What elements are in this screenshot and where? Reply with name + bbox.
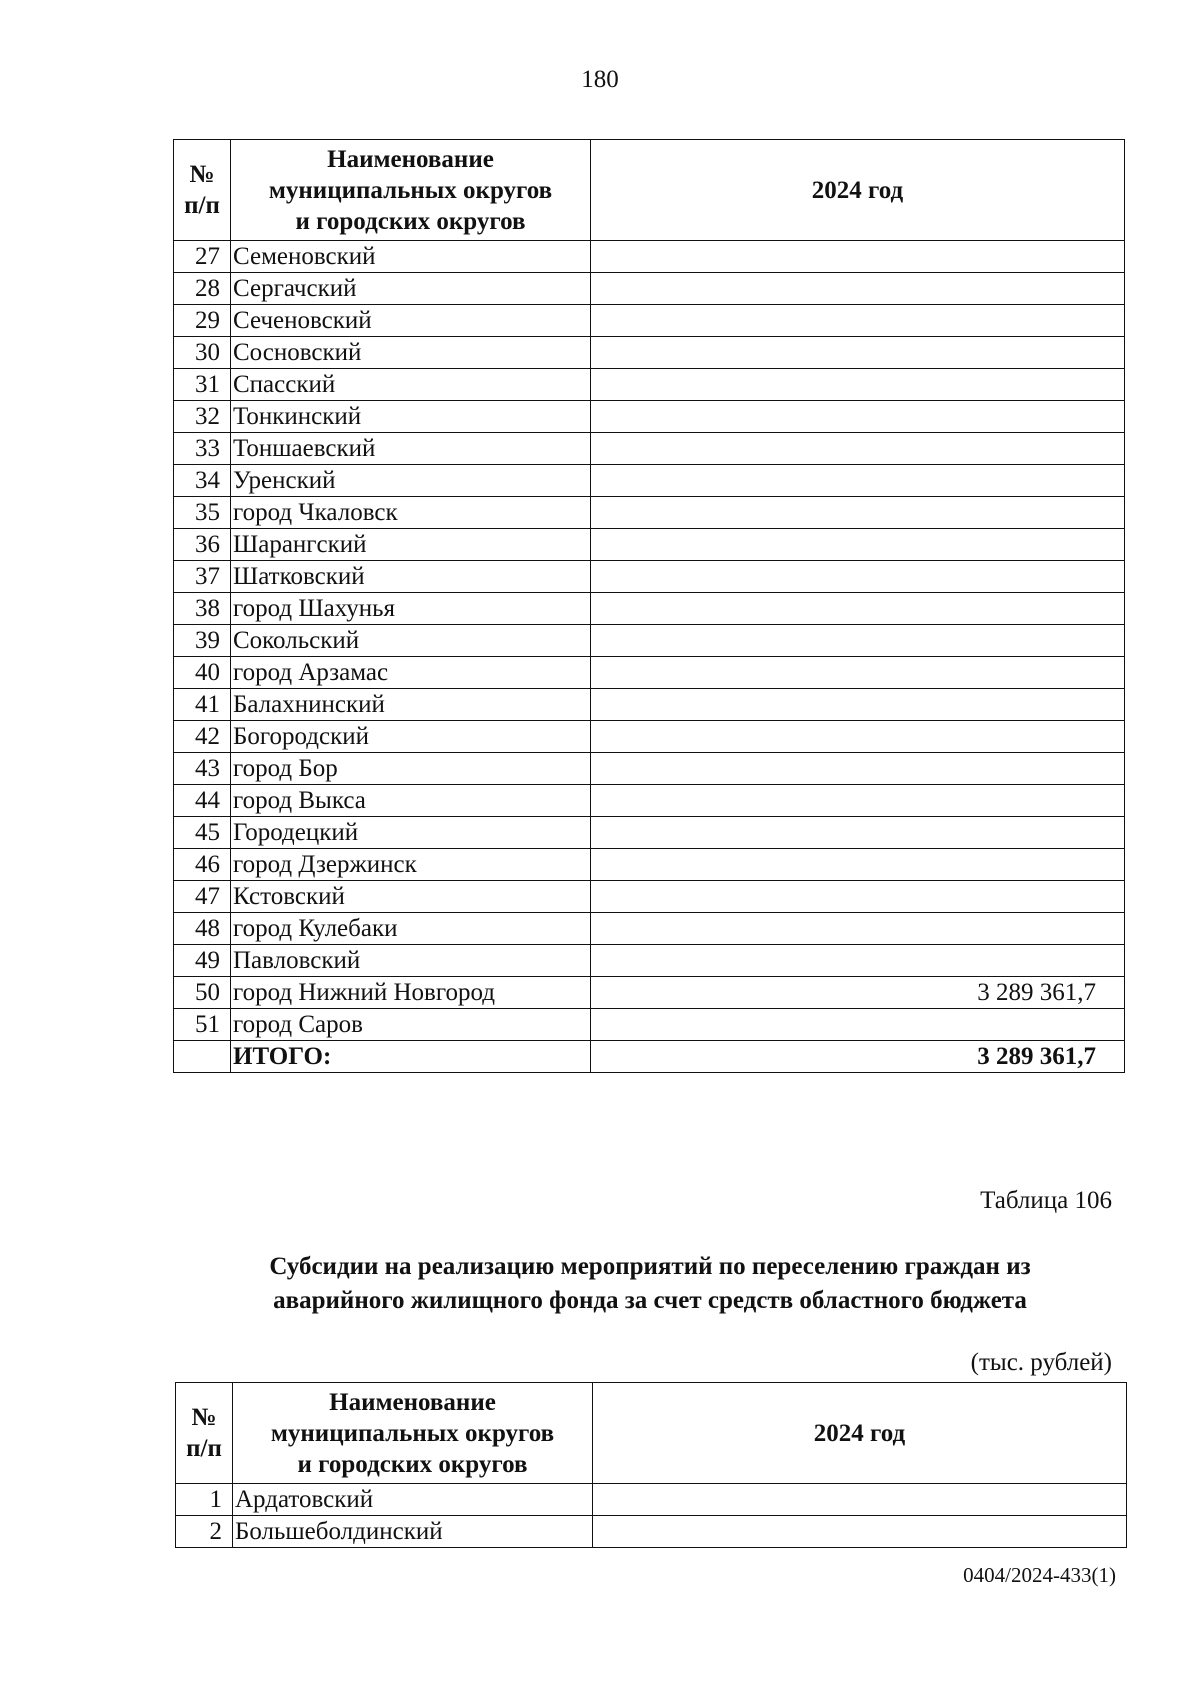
row-value bbox=[591, 721, 1125, 753]
table-row bbox=[174, 913, 1125, 945]
units-label: (тыс. рублей) bbox=[970, 1349, 1112, 1376]
page-number: 180 bbox=[581, 66, 619, 93]
total-num-cell bbox=[174, 1041, 231, 1073]
row-number: 35 bbox=[174, 497, 231, 529]
row-value bbox=[591, 849, 1125, 881]
row-number: 36 bbox=[174, 529, 231, 561]
row-name: город Дзержинск bbox=[231, 849, 591, 881]
row-number: 46 bbox=[174, 849, 231, 881]
row-number: 45 bbox=[174, 817, 231, 849]
row-value bbox=[591, 945, 1125, 977]
row-value bbox=[591, 625, 1125, 657]
table-row bbox=[174, 561, 1125, 593]
table-row bbox=[174, 529, 1125, 561]
total-value: 3 289 361,7 bbox=[591, 1041, 1125, 1073]
row-name: Шатковский bbox=[231, 561, 591, 593]
row-value bbox=[591, 337, 1125, 369]
row-name: Павловский bbox=[231, 945, 591, 977]
row-name: Сокольский bbox=[231, 625, 591, 657]
row-name: город Бор bbox=[231, 753, 591, 785]
table-row bbox=[174, 689, 1125, 721]
row-name: Сергачский bbox=[231, 273, 591, 305]
row-name: город Чкаловск bbox=[231, 497, 591, 529]
table-caption: Таблица 106 bbox=[980, 1187, 1112, 1214]
table-row bbox=[174, 1009, 1125, 1041]
header-year bbox=[591, 140, 1125, 241]
row-name: город Шахунья bbox=[231, 593, 591, 625]
row-name: Богородский bbox=[231, 721, 591, 753]
row-name: город Кулебаки bbox=[231, 913, 591, 945]
row-value bbox=[591, 241, 1125, 273]
table-row bbox=[174, 305, 1125, 337]
row-name: город Саров bbox=[231, 1009, 591, 1041]
row-name: Тонкинский bbox=[231, 401, 591, 433]
header-name bbox=[231, 140, 591, 241]
header-name-text: Наименование муниципальных округов и городских округов bbox=[270, 1388, 555, 1478]
row-value bbox=[591, 657, 1125, 689]
row-name: Городецкий bbox=[231, 817, 591, 849]
row-number: 37 bbox=[174, 561, 231, 593]
row-name: город Нижний Новгород bbox=[231, 977, 591, 1009]
table-row bbox=[174, 273, 1125, 305]
row-value bbox=[591, 561, 1125, 593]
row-value bbox=[591, 593, 1125, 625]
table-row bbox=[174, 401, 1125, 433]
table-row bbox=[174, 433, 1125, 465]
header-year bbox=[593, 1383, 1127, 1484]
row-value bbox=[591, 497, 1125, 529]
table-row bbox=[174, 657, 1125, 689]
row-value bbox=[593, 1484, 1127, 1516]
row-value bbox=[591, 369, 1125, 401]
row-value bbox=[591, 913, 1125, 945]
table-row bbox=[174, 945, 1125, 977]
row-number: 28 bbox=[174, 273, 231, 305]
header-num-text: № п/п bbox=[186, 1404, 222, 1462]
row-number: 29 bbox=[174, 305, 231, 337]
row-number: 48 bbox=[174, 913, 231, 945]
row-name: Шарангский bbox=[231, 529, 591, 561]
document-id: 0404/2024-433(1) bbox=[963, 1563, 1116, 1587]
row-value bbox=[591, 689, 1125, 721]
row-value bbox=[591, 1009, 1125, 1041]
table-row bbox=[176, 1484, 1127, 1516]
row-name: Спасский bbox=[231, 369, 591, 401]
row-number: 47 bbox=[174, 881, 231, 913]
row-value bbox=[591, 433, 1125, 465]
row-value bbox=[593, 1516, 1127, 1548]
header-year-text: 2024 год bbox=[811, 176, 904, 204]
header-num bbox=[176, 1383, 233, 1484]
table-row bbox=[174, 881, 1125, 913]
row-number: 1 bbox=[176, 1484, 233, 1516]
table-row bbox=[174, 785, 1125, 817]
row-value bbox=[591, 785, 1125, 817]
row-number: 39 bbox=[174, 625, 231, 657]
row-value bbox=[591, 401, 1125, 433]
table-row bbox=[174, 593, 1125, 625]
total-row bbox=[174, 1041, 1125, 1073]
row-name: Кстовский bbox=[231, 881, 591, 913]
row-number: 34 bbox=[174, 465, 231, 497]
row-number: 30 bbox=[174, 337, 231, 369]
row-name: Тоншаевский bbox=[231, 433, 591, 465]
row-number: 32 bbox=[174, 401, 231, 433]
row-number: 40 bbox=[174, 657, 231, 689]
row-value bbox=[591, 273, 1125, 305]
table-row bbox=[174, 625, 1125, 657]
header-name bbox=[233, 1383, 593, 1484]
table-header-row bbox=[174, 140, 1125, 241]
row-number: 27 bbox=[174, 241, 231, 273]
table-row bbox=[174, 849, 1125, 881]
table-row bbox=[174, 465, 1125, 497]
table-row bbox=[174, 817, 1125, 849]
row-value bbox=[591, 817, 1125, 849]
table-row bbox=[174, 753, 1125, 785]
row-name: Большеболдинский bbox=[233, 1516, 593, 1548]
row-number: 49 bbox=[174, 945, 231, 977]
row-name: Семеновский bbox=[231, 241, 591, 273]
header-year-text: 2024 год bbox=[813, 1419, 906, 1447]
header-num bbox=[174, 140, 231, 241]
row-name: Уренский bbox=[231, 465, 591, 497]
table-row bbox=[174, 369, 1125, 401]
row-number: 43 bbox=[174, 753, 231, 785]
table-title: Субсидии на реализацию мероприятий по переселению граждан из аварийного жилищного фонда за счет средств областного бюджета bbox=[269, 1253, 1031, 1314]
row-name: Балахнинский bbox=[231, 689, 591, 721]
table-row bbox=[174, 241, 1125, 273]
row-number: 50 bbox=[174, 977, 231, 1009]
table-header-row bbox=[176, 1383, 1127, 1484]
row-number: 38 bbox=[174, 593, 231, 625]
subsidy-table-continued bbox=[173, 139, 1125, 1073]
table-row bbox=[174, 497, 1125, 529]
table-row bbox=[174, 977, 1125, 1009]
row-number: 33 bbox=[174, 433, 231, 465]
table-row bbox=[174, 337, 1125, 369]
table-row bbox=[174, 721, 1125, 753]
row-name: Сеченовский bbox=[231, 305, 591, 337]
row-value bbox=[591, 753, 1125, 785]
row-value bbox=[591, 465, 1125, 497]
row-value bbox=[591, 881, 1125, 913]
row-number: 41 bbox=[174, 689, 231, 721]
row-number: 42 bbox=[174, 721, 231, 753]
row-number: 31 bbox=[174, 369, 231, 401]
row-number: 51 bbox=[174, 1009, 231, 1041]
row-number: 2 bbox=[176, 1516, 233, 1548]
row-value bbox=[591, 529, 1125, 561]
row-name: город Выкса bbox=[231, 785, 591, 817]
resettlement-subsidy-table bbox=[175, 1382, 1127, 1548]
row-number: 44 bbox=[174, 785, 231, 817]
row-name: Сосновский bbox=[231, 337, 591, 369]
row-value bbox=[591, 305, 1125, 337]
header-num-text: № п/п bbox=[184, 161, 220, 219]
row-value: 3 289 361,7 bbox=[591, 977, 1125, 1009]
header-name-text: Наименование муниципальных округов и городских округов bbox=[268, 145, 553, 235]
table-row bbox=[176, 1516, 1127, 1548]
row-name: город Арзамас bbox=[231, 657, 591, 689]
total-label: ИТОГО: bbox=[231, 1041, 591, 1073]
row-name: Ардатовский bbox=[233, 1484, 593, 1516]
